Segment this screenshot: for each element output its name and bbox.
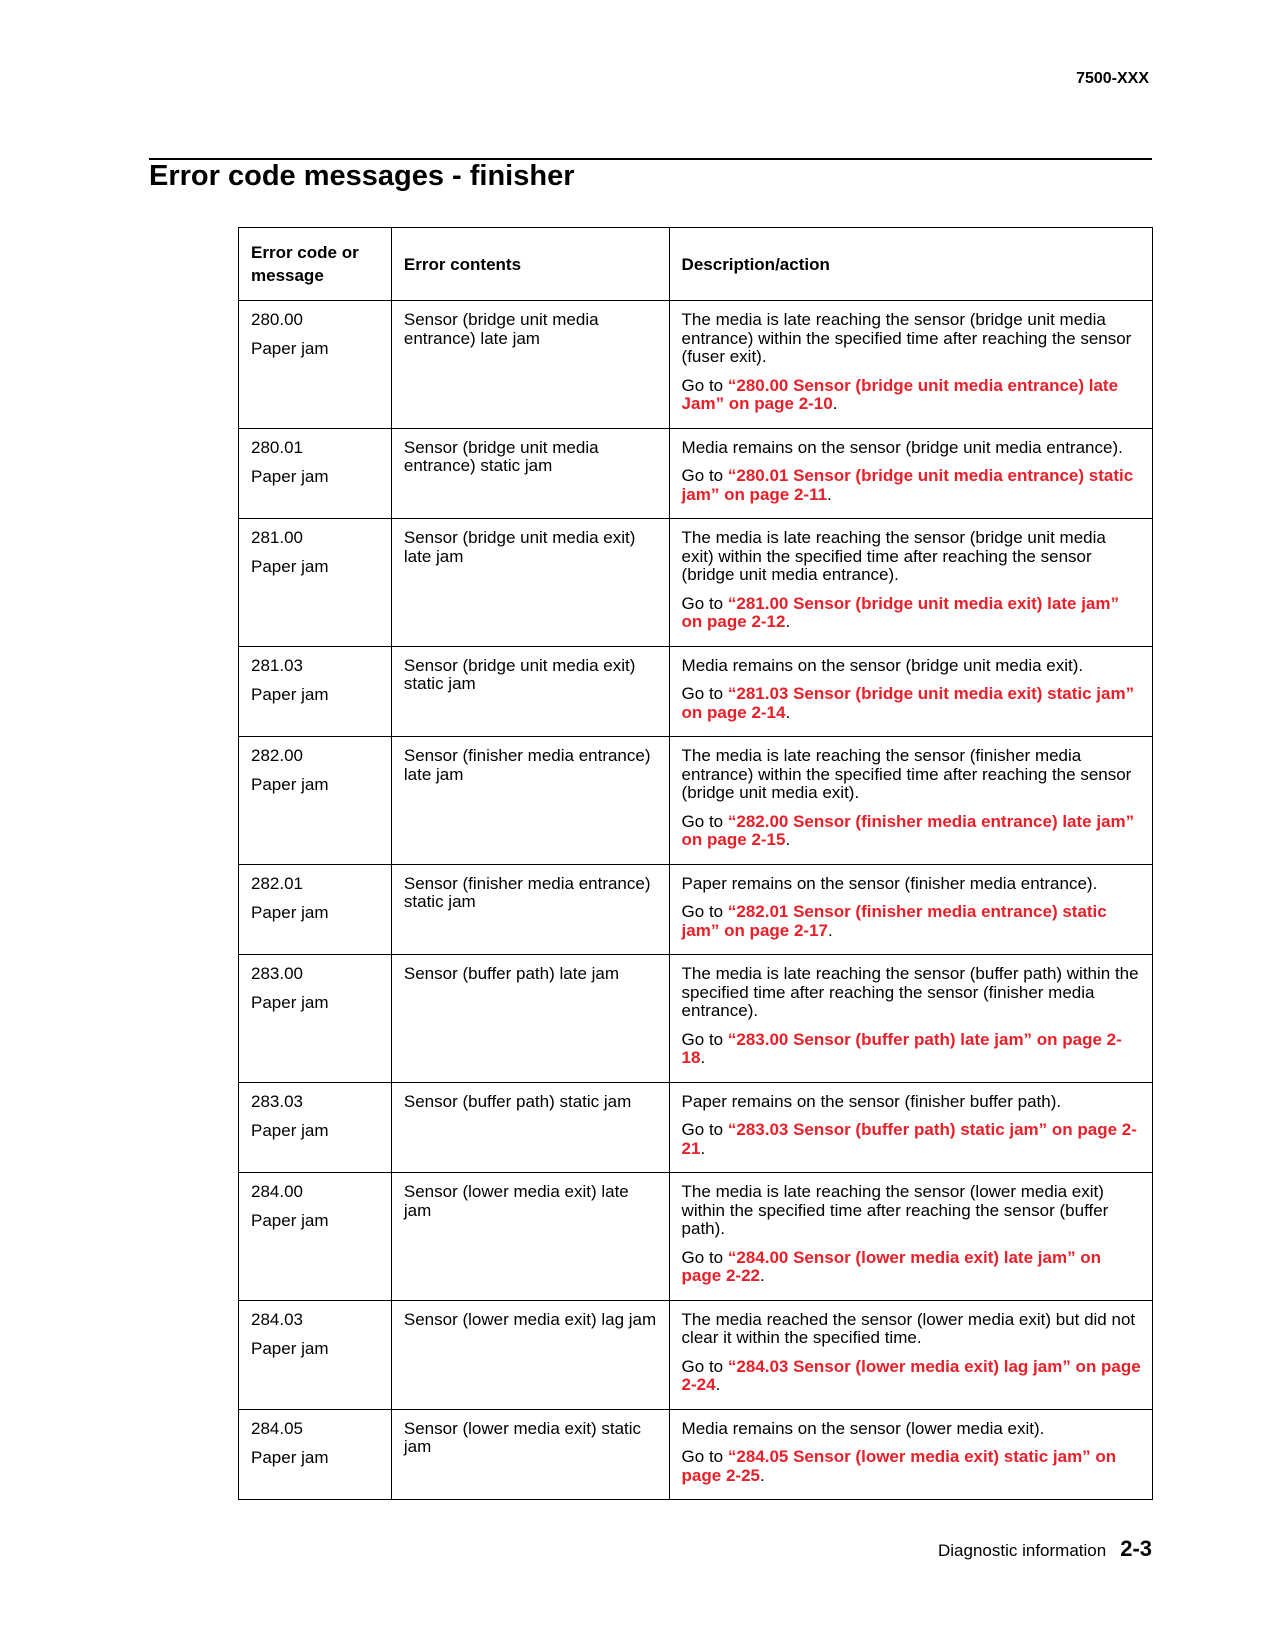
goto-prefix: Go to xyxy=(681,375,728,395)
goto-line xyxy=(682,1121,1141,1158)
page-number: 2-3 xyxy=(1120,1536,1152,1561)
error-code: 281.00 xyxy=(251,528,303,547)
error-message: Paper jam xyxy=(251,684,329,704)
error-contents-cell xyxy=(391,955,669,1083)
cross-reference-link[interactable]: “281.03 Sensor (bridge unit media exit) static jam” on page 2-14 xyxy=(681,684,1135,722)
table-header-row xyxy=(239,228,1153,301)
description-text: The media is late reaching the sensor (buffer path) within the specified time after reaching the sensor (finisher media entrance). xyxy=(681,964,1139,1020)
goto-line xyxy=(682,377,1141,414)
cross-reference-link[interactable]: “284.05 Sensor (lower media exit) static jam” on page 2-25 xyxy=(681,1447,1117,1485)
goto-period: . xyxy=(785,612,791,631)
error-contents-cell xyxy=(391,428,669,519)
goto-prefix: Go to xyxy=(681,593,728,613)
error-contents: Sensor (bridge unit media exit) static jam xyxy=(403,655,636,693)
description-text: Paper remains on the sensor (finisher buffer path). xyxy=(681,1091,1062,1111)
error-contents-cell xyxy=(391,864,669,955)
goto-period: . xyxy=(759,1266,765,1285)
description-cell xyxy=(669,1300,1152,1409)
error-contents-cell xyxy=(391,646,669,737)
error-contents: Sensor (buffer path) static jam xyxy=(403,1091,632,1111)
error-contents: Sensor (lower media exit) lag jam xyxy=(403,1309,657,1329)
goto-line xyxy=(682,595,1141,632)
error-code-cell xyxy=(239,646,392,737)
error-contents: Sensor (bridge unit media entrance) late jam xyxy=(403,310,599,348)
error-message: Paper jam xyxy=(251,466,329,486)
error-message: Paper jam xyxy=(251,902,329,922)
error-code: 280.01 xyxy=(251,437,303,457)
description-text: The media reached the sensor (lower media exit) but did not clear it within the specified time. xyxy=(681,1309,1136,1347)
error-code-cell xyxy=(239,301,392,429)
goto-line xyxy=(682,1249,1141,1286)
goto-line xyxy=(682,903,1141,940)
error-code: 284.03 xyxy=(251,1309,303,1329)
error-code: 282.01 xyxy=(251,873,303,893)
description-cell xyxy=(669,737,1152,865)
error-message: Paper jam xyxy=(251,1338,329,1358)
error-message: Paper jam xyxy=(251,993,329,1012)
column-header-description: Description/action xyxy=(669,228,1152,301)
table-row xyxy=(239,1300,1153,1409)
error-code: 282.00 xyxy=(251,746,303,765)
goto-period: . xyxy=(785,830,791,849)
cross-reference-link[interactable]: “282.01 Sensor (finisher media entrance) static jam” on page 2-17 xyxy=(681,902,1107,940)
goto-prefix: Go to xyxy=(681,1029,728,1049)
document-code: 7500-XXX xyxy=(1076,70,1149,87)
error-contents-cell xyxy=(391,1173,669,1301)
description-cell xyxy=(669,646,1152,737)
error-contents-cell xyxy=(391,301,669,429)
goto-prefix: Go to xyxy=(681,1447,728,1466)
description-cell xyxy=(669,1173,1152,1301)
description-cell xyxy=(669,1082,1152,1173)
error-code: 281.03 xyxy=(251,655,303,675)
page-footer xyxy=(938,1536,1152,1562)
error-code-cell xyxy=(239,864,392,955)
goto-period: . xyxy=(832,394,838,413)
error-message: Paper jam xyxy=(251,557,329,576)
goto-period: . xyxy=(785,702,791,722)
error-code-cell xyxy=(239,1173,392,1301)
error-code-cell xyxy=(239,519,392,647)
error-code-cell xyxy=(239,737,392,865)
table-row xyxy=(239,1082,1153,1173)
cross-reference-link[interactable]: “282.00 Sensor (finisher media entrance) late jam” on page 2-15 xyxy=(681,811,1135,849)
description-text: Media remains on the sensor (bridge unit media exit). xyxy=(681,655,1084,675)
error-contents-cell xyxy=(391,1082,669,1173)
description-text: The media is late reaching the sensor (bridge unit media exit) within the specified time after reaching the sensor (bridge unit media entrance). xyxy=(681,528,1106,584)
error-code: 284.05 xyxy=(251,1418,303,1438)
table-row xyxy=(239,955,1153,1083)
error-contents-cell xyxy=(391,1300,669,1409)
description-cell xyxy=(669,301,1152,429)
goto-prefix: Go to xyxy=(681,1247,728,1267)
table-row xyxy=(239,428,1153,519)
error-contents-cell xyxy=(391,737,669,865)
description-cell xyxy=(669,864,1152,955)
goto-prefix: Go to xyxy=(681,466,728,485)
goto-line xyxy=(682,1448,1141,1485)
error-contents: Sensor (buffer path) late jam xyxy=(403,964,620,983)
description-cell xyxy=(669,955,1152,1083)
goto-prefix: Go to xyxy=(681,1120,728,1139)
error-code-cell xyxy=(239,1409,392,1500)
error-contents: Sensor (bridge unit media exit) late jam xyxy=(403,528,636,566)
error-code-cell xyxy=(239,955,392,1083)
goto-line xyxy=(682,1031,1141,1068)
column-header-contents: Error contents xyxy=(391,228,669,301)
table-row xyxy=(239,1409,1153,1500)
table-row xyxy=(239,519,1153,647)
goto-period: . xyxy=(700,1138,706,1158)
error-code: 284.00 xyxy=(251,1182,303,1201)
column-header-code: Error code or message xyxy=(239,228,392,301)
error-contents-cell xyxy=(391,1409,669,1500)
error-code: 283.03 xyxy=(251,1091,303,1111)
goto-period: . xyxy=(700,1048,706,1067)
description-cell xyxy=(669,428,1152,519)
cross-reference-link[interactable]: “284.00 Sensor (lower media exit) late jam” on page 2-22 xyxy=(681,1247,1102,1285)
error-code: 283.00 xyxy=(251,964,303,983)
description-text: Media remains on the sensor (bridge unit media entrance). xyxy=(681,437,1123,457)
error-contents: Sensor (finisher media entrance) late jam xyxy=(403,746,651,784)
goto-prefix: Go to xyxy=(681,684,728,703)
error-code-cell xyxy=(239,1300,392,1409)
page-title: Error code messages - finisher xyxy=(149,160,575,192)
description-text: The media is late reaching the sensor (lower media exit) within the specified time after reaching the sensor (buffer path). xyxy=(681,1182,1109,1238)
goto-line xyxy=(682,813,1141,850)
cross-reference-link[interactable]: “280.00 Sensor (bridge unit media entrance) late Jam” on page 2-10 xyxy=(681,375,1119,413)
description-cell xyxy=(669,519,1152,647)
error-message: Paper jam xyxy=(251,1211,329,1230)
error-code-table xyxy=(238,227,1153,1500)
goto-prefix: Go to xyxy=(681,902,728,921)
error-message: Paper jam xyxy=(251,339,329,358)
error-contents: Sensor (finisher media entrance) static jam xyxy=(403,873,651,911)
goto-period: . xyxy=(827,920,833,940)
description-text: The media is late reaching the sensor (finisher media entrance) within the specified time after reaching the sensor (bridge unit media exit). xyxy=(681,746,1132,802)
error-contents: Sensor (bridge unit media entrance) static jam xyxy=(403,437,599,475)
goto-prefix: Go to xyxy=(681,1356,728,1376)
error-contents-cell xyxy=(391,519,669,647)
goto-line xyxy=(682,685,1141,722)
error-code-cell xyxy=(239,428,392,519)
error-message: Paper jam xyxy=(251,1447,329,1467)
footer-section: Diagnostic information xyxy=(938,1541,1107,1560)
description-text: The media is late reaching the sensor (bridge unit media entrance) within the specified time after reaching the sensor (fuser exit). xyxy=(681,310,1132,366)
table-row xyxy=(239,864,1153,955)
table-row xyxy=(239,737,1153,865)
description-cell xyxy=(669,1409,1152,1500)
goto-period: . xyxy=(759,1465,765,1485)
cross-reference-link[interactable]: “281.00 Sensor (bridge unit media exit) late jam” on page 2-12 xyxy=(681,593,1119,631)
description-text: Media remains on the sensor (lower media exit). xyxy=(681,1418,1045,1438)
cross-reference-link[interactable]: “280.01 Sensor (bridge unit media entrance) static jam” on page 2-11 xyxy=(681,466,1134,504)
error-code-cell xyxy=(239,1082,392,1173)
error-code: 280.00 xyxy=(251,310,303,329)
goto-prefix: Go to xyxy=(681,811,728,831)
goto-period: . xyxy=(827,484,832,504)
goto-line xyxy=(682,467,1141,504)
error-contents: Sensor (lower media exit) static jam xyxy=(403,1418,642,1456)
goto-period: . xyxy=(715,1375,721,1394)
cross-reference-link[interactable]: “284.03 Sensor (lower media exit) lag jam” on page 2-24 xyxy=(681,1356,1141,1394)
description-text: Paper remains on the sensor (finisher media entrance). xyxy=(681,873,1098,893)
cross-reference-link[interactable]: “283.00 Sensor (buffer path) late jam” on page 2-18 xyxy=(681,1029,1122,1067)
error-message: Paper jam xyxy=(251,1120,329,1140)
table-row xyxy=(239,301,1153,429)
goto-line xyxy=(682,1358,1141,1395)
cross-reference-link[interactable]: “283.03 Sensor (buffer path) static jam” on page 2-21 xyxy=(681,1120,1137,1158)
table-row xyxy=(239,646,1153,737)
table-row xyxy=(239,1173,1153,1301)
error-contents: Sensor (lower media exit) late jam xyxy=(403,1182,629,1220)
error-message: Paper jam xyxy=(251,775,329,794)
